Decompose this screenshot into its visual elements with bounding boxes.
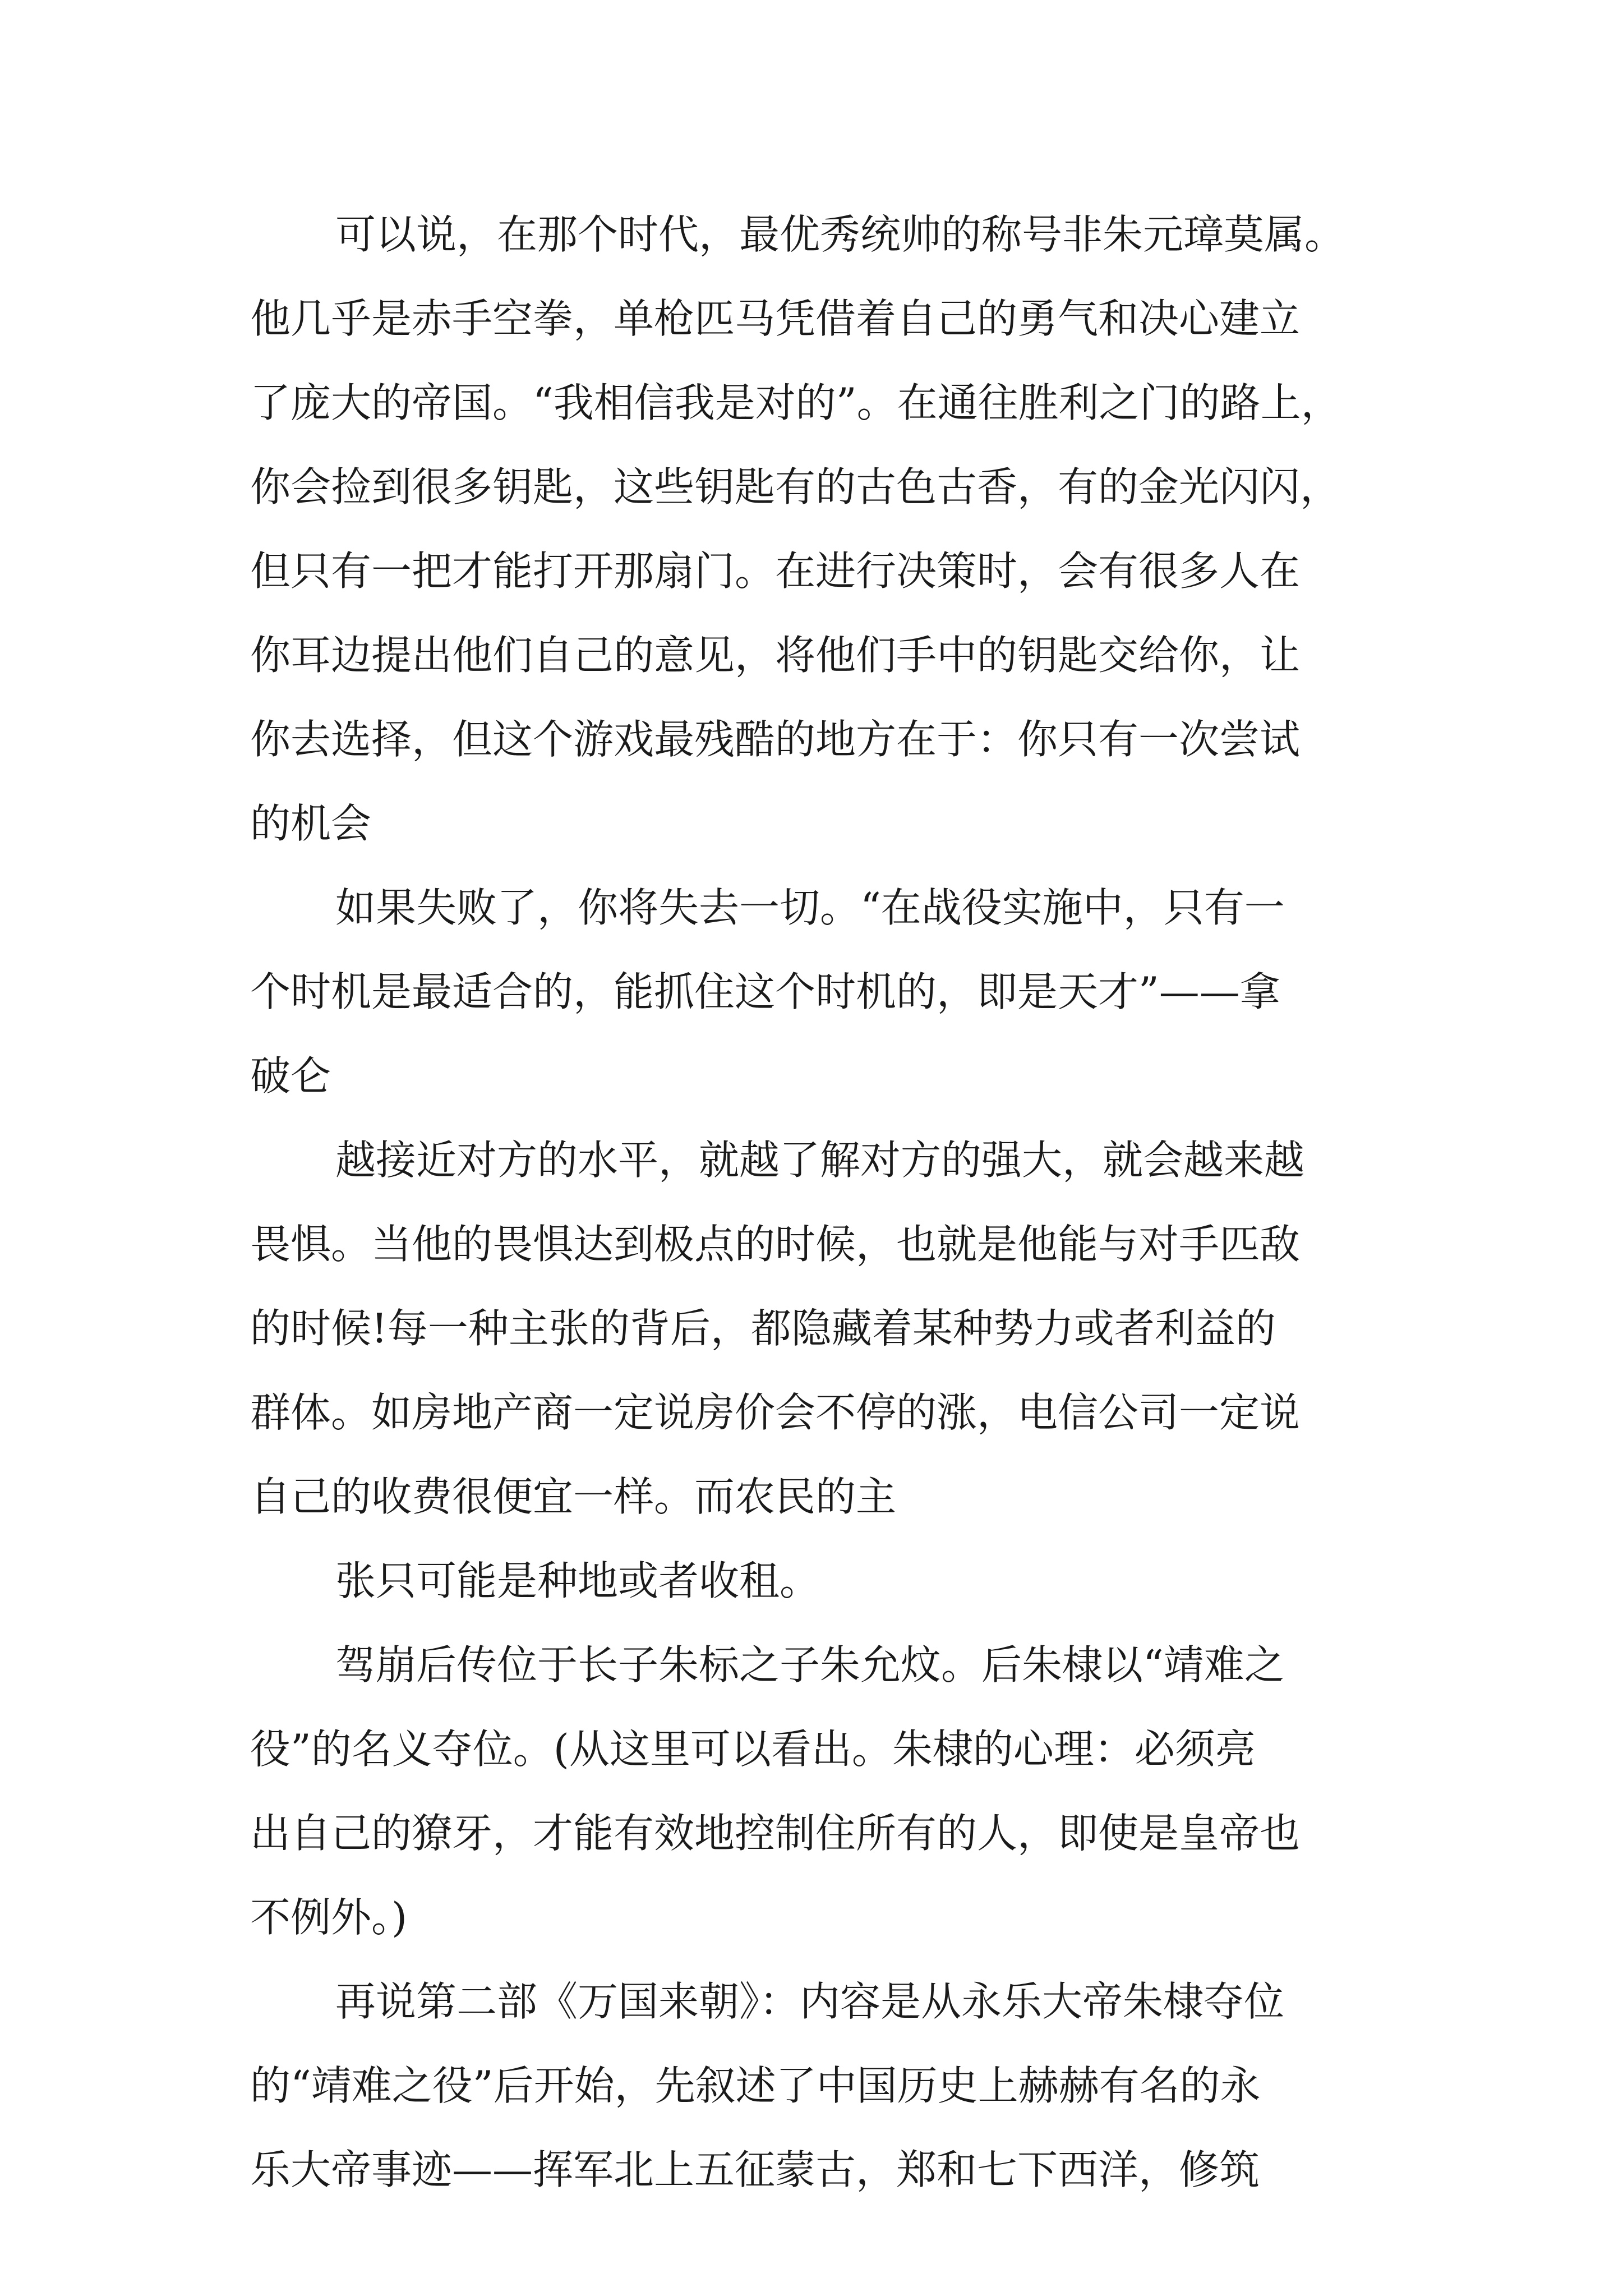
text-line: 个时机是最适合的，能抓住这个时机的，即是天才”——拿 [250, 968, 1280, 1015]
text-line: 如果失败了，你将失去一切。“在战役实施中，只有一 [335, 884, 1285, 931]
text-line: 的时候!每一种主张的背后，都隐藏着某种势力或者利益的 [250, 1305, 1276, 1352]
text-line: 的机会 [250, 800, 372, 847]
text-line: 自己的收费很便宜一样。而农民的主 [250, 1473, 897, 1520]
text-line: 再说第二部《万国来朝》：内容是从永乐大帝朱棣夺位 [335, 1978, 1285, 2025]
text-line: 你会捡到很多钥匙，这些钥匙有的古色古香，有的金光闪闪， [250, 463, 1341, 510]
text-line: 破仑 [250, 1052, 331, 1099]
text-line: 畏惧。当他的畏惧达到极点的时候，也就是他能与对手匹敌 [250, 1221, 1301, 1268]
text-line: 出自己的獠牙，才能有效地控制住所有的人，即使是皇帝也 [250, 1810, 1301, 1857]
text-line: 但只有一把才能打开那扇门。在进行决策时，会有很多人在 [250, 547, 1301, 595]
text-line: 不例外。) [250, 1894, 408, 1941]
text-line: 驾崩后传位于长子朱标之子朱允炆。后朱棣以“靖难之 [335, 1641, 1285, 1688]
text-line: 你去选择，但这个游戏最残酷的地方在于：你只有一次尝试 [250, 716, 1301, 763]
text-line: 的“靖难之役”后开始，先叙述了中国历史上赫赫有名的永 [250, 2062, 1261, 2109]
text-line: 可以说，在那个时代，最优秀统帅的称号非朱元璋莫属。 [335, 211, 1345, 258]
text-line: 他几乎是赤手空拳，单枪匹马凭借着自己的勇气和决心建立 [250, 295, 1301, 342]
text-line: 越接近对方的水平，就越了解对方的强大，就会越来越 [335, 1137, 1305, 1184]
text-line: 乐大帝事迹——挥军北上五征蒙古，郑和七下西洋，修筑 [250, 2146, 1260, 2193]
text-line: 群体。如房地产商一定说房价会不停的涨，电信公司一定说 [250, 1389, 1301, 1436]
text-line: 你耳边提出他们自己的意见，将他们手中的钥匙交给你，让 [250, 632, 1301, 679]
text-line: 了庞大的帝国。“我相信我是对的”。在通往胜利之门的路上， [250, 379, 1341, 426]
text-line: 役”的名义夺位。(从这里可以看出。朱棣的心理：必须亮 [250, 1726, 1256, 1773]
text-line: 张只可能是种地或者收租。 [335, 1557, 820, 1604]
